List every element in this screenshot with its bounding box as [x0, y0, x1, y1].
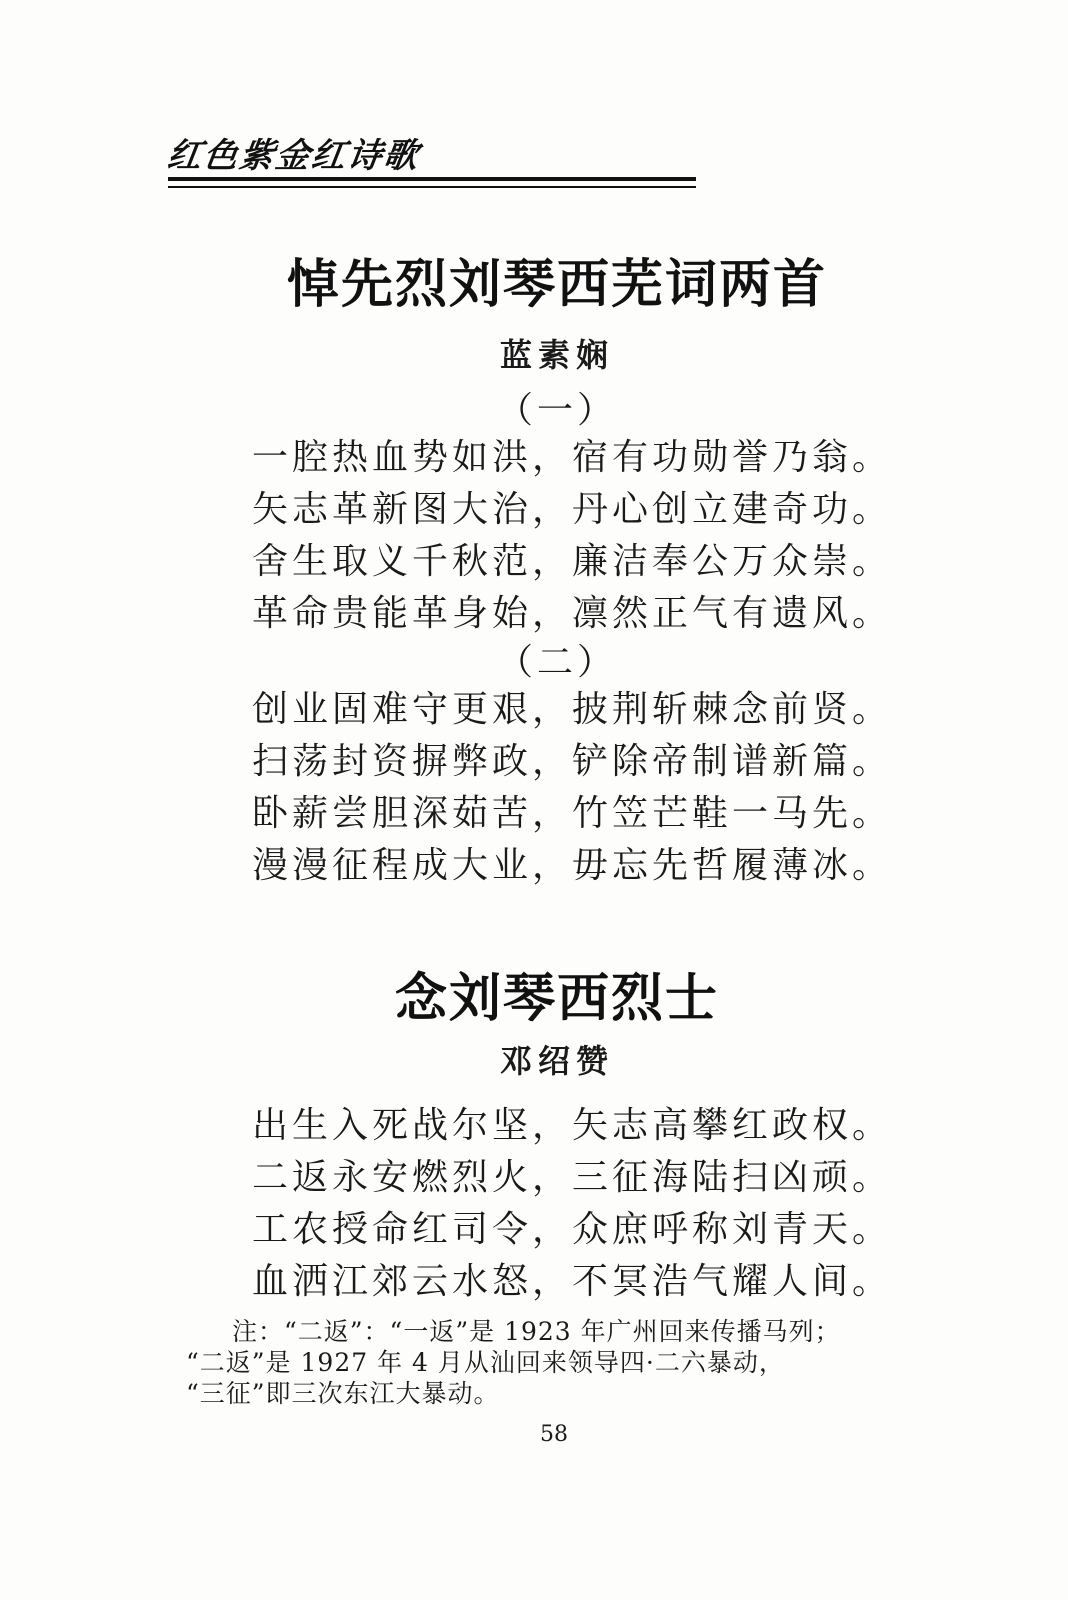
poem2-verse [252, 1100, 892, 1308]
verse-line: 革命贵能革身始，凛然正气有遗风。 [252, 593, 893, 634]
verse-line: 出生入死战尔坚，矢志高攀红政权。 [252, 1105, 893, 1146]
verse-line: 卧薪尝胆深茹苦，竹笠芒鞋一马先。 [252, 793, 893, 834]
footnote-line: 注：“二返”：“一返”是 1923 年广州回来传播马列； [232, 1317, 841, 1346]
header-rule-thin [168, 186, 696, 188]
verse-line: 矢志革新图大治，丹心创立建奇功。 [252, 489, 893, 530]
poem2-author: 邓绍赞 [499, 1042, 614, 1080]
poem1-title: 悼先烈刘琴西芜词两首 [286, 254, 827, 315]
footnote-line: “二返”是 1927 年 4 月从汕回来领导四·二六暴动， [186, 1348, 785, 1377]
poem1-part1-verse [252, 432, 892, 640]
verse-line: 二返永安燃烈火，三征海陆扫凶顽。 [252, 1157, 893, 1198]
verse-line: 创业固难守更艰，披荆斩棘念前贤。 [252, 689, 893, 730]
verse-line: 工农授命红司令，众庶呼称刘青天。 [252, 1209, 893, 1250]
footnote-line: “三征”即三次东江大暴动。 [186, 1379, 500, 1408]
header-rule-thick [168, 177, 696, 181]
poem1-author: 蓝素娴 [499, 336, 614, 374]
verse-line: 舍生取义千秋范，廉洁奉公万众崇。 [252, 541, 893, 582]
poem1-part2-label: （二） [496, 642, 617, 683]
running-head-title: 红色紫金红诗歌 [164, 136, 423, 176]
page-number: 58 [540, 1422, 568, 1447]
footnote [186, 1316, 956, 1409]
verse-line: 漫漫征程成大业，毋忘先哲履薄冰。 [252, 845, 893, 886]
verse-line: 血洒江郊云水怒，不冥浩气耀人间。 [252, 1261, 893, 1302]
poem2-title: 念刘琴西烈士 [394, 968, 719, 1029]
verse-line: 一腔热血势如洪，宿有功勋誉乃翁。 [252, 437, 893, 478]
poem1-part1-label: （一） [496, 390, 617, 431]
poem1-part2-verse [252, 684, 892, 892]
verse-line: 扫荡封资摒弊政，铲除帝制谱新篇。 [252, 741, 893, 782]
